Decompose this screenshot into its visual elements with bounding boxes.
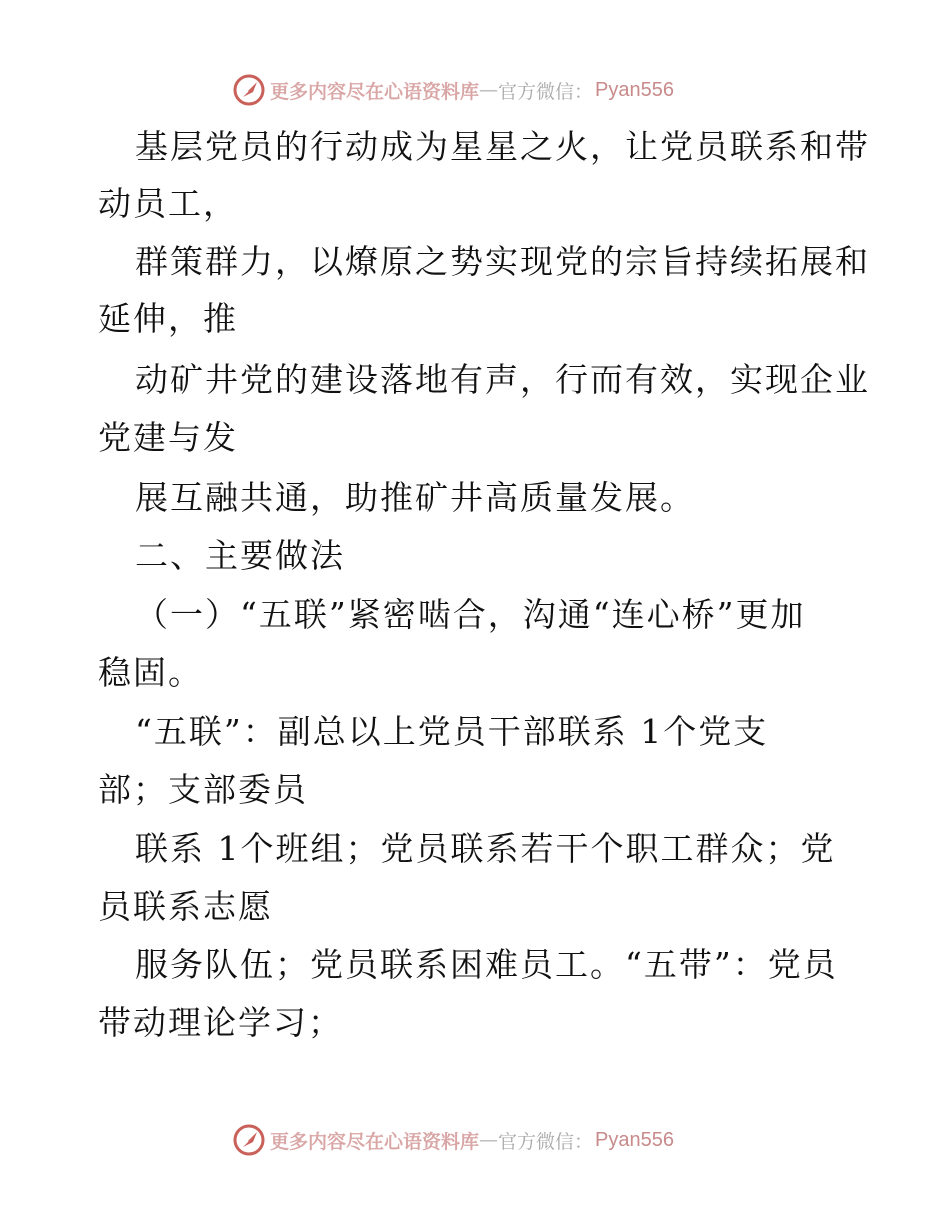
watermark-wechat-id: Pyan556	[595, 1128, 674, 1151]
body-line: 党建与发	[98, 418, 238, 457]
body-line: 动矿井党的建设落地有声，行而有效，实现企业	[135, 360, 870, 399]
body-line: 带动理论学习；	[98, 1003, 343, 1042]
watermark-dash: —	[479, 79, 499, 101]
body-line: 服务队伍；党员联系困难员工。“五带”：党员	[135, 945, 838, 984]
quill-logo-icon	[232, 1123, 266, 1157]
subsection-heading: （一）“五联”紧密啮合，沟通“连心桥”更加	[135, 595, 806, 634]
watermark-sub-text: 官方微信：	[498, 80, 594, 103]
watermark-main-text: 更多内容尽在心语资料库	[270, 1130, 480, 1153]
subsection-heading-cont: 稳固。	[98, 653, 203, 692]
body-line: 延伸，推	[98, 299, 238, 338]
body-line: 联系 1个班组；党员联系若干个职工群众；党	[135, 829, 836, 868]
body-line: 基层党员的行动成为星星之火，让党员联系和带	[135, 127, 870, 166]
section-heading: 二、主要做法	[135, 536, 345, 575]
footer-watermark	[232, 1120, 674, 1160]
body-line: 动员工，	[98, 184, 238, 223]
body-line: 群策群力，以燎原之势实现党的宗旨持续拓展和	[135, 242, 870, 281]
watermark-sub-text: 官方微信：	[498, 1130, 594, 1153]
header-watermark	[232, 70, 674, 110]
quill-logo-icon	[232, 73, 266, 107]
watermark-main-text: 更多内容尽在心语资料库	[270, 80, 480, 103]
watermark-wechat-id: Pyan556	[595, 78, 674, 101]
body-line: 部；支部委员	[98, 770, 308, 809]
body-line: “五联”：副总以上党员干部联系 1个党支	[135, 712, 769, 751]
watermark-dash: —	[479, 1129, 499, 1151]
body-line: 展互融共通，助推矿井高质量发展。	[135, 478, 695, 517]
body-line: 员联系志愿	[98, 887, 273, 926]
